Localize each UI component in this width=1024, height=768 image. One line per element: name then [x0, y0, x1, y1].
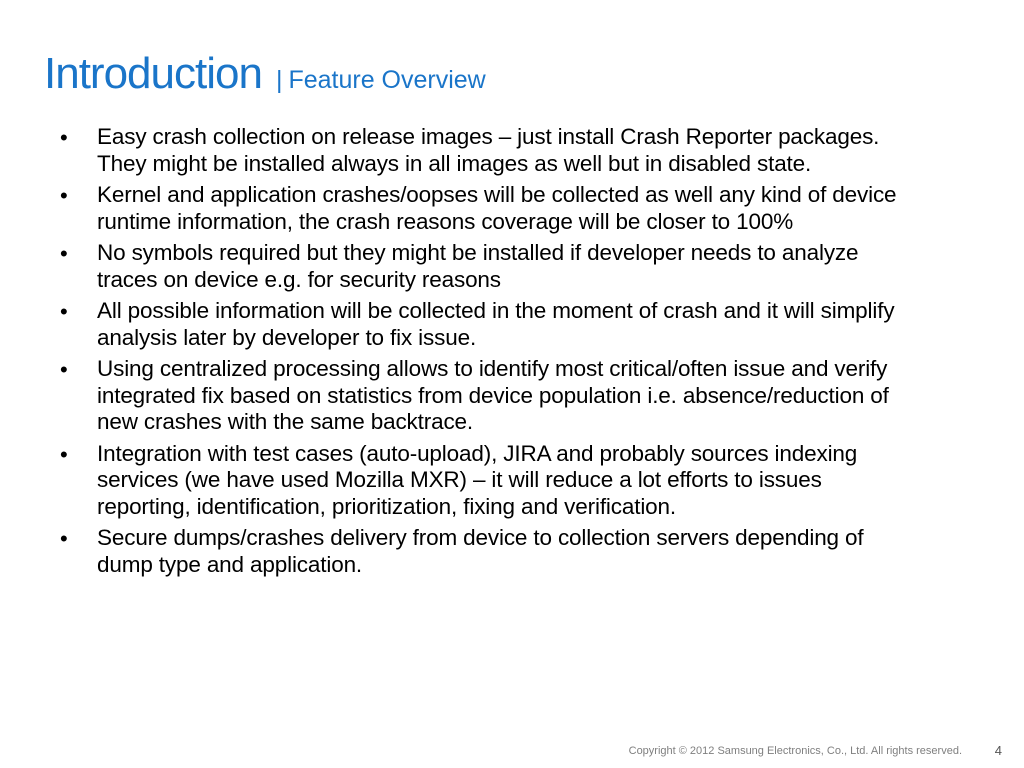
footer-copyright: Copyright © 2012 Samsung Electronics, Co., Ltd. All rights reserved. — [628, 745, 962, 757]
bullet-dot: • — [60, 183, 68, 208]
bullet-item — [60, 124, 920, 177]
bullet-text: Integration with test cases (auto-upload), JIRA and probably sources indexing services (we have used Mozilla MXR) – it will reduce a lot efforts to issues reporting, identification, prioritization, fixing and verification. — [97, 440, 858, 519]
bullet-text: Secure dumps/crashes delivery from device to collection servers depending of dump type and application. — [97, 525, 864, 577]
bullet-item — [60, 525, 920, 578]
bullet-text: All possible information will be collected in the moment of crash and it will simplify analysis later by developer to fix issue. — [97, 298, 895, 350]
title-separator: | — [275, 66, 283, 94]
slide-subtitle: Feature Overview — [288, 66, 486, 94]
bullet-item — [60, 441, 920, 521]
bullet-item — [60, 182, 920, 235]
bullet-text: Kernel and application crashes/oopses will be collected as well any kind of device runtime information, the crash reasons coverage will be closer to 100% — [97, 182, 897, 234]
bullet-list — [60, 124, 920, 583]
slide-title: Introduction — [44, 49, 262, 98]
slide-title-row — [44, 49, 486, 98]
page-number: 4 — [994, 743, 1002, 758]
bullet-text: Easy crash collection on release images – just install Crash Reporter packages. They might be installed always in all images as well but in disabled state. — [97, 124, 880, 176]
bullet-dot: • — [60, 241, 68, 266]
bullet-dot: • — [60, 526, 68, 551]
bullet-dot: • — [60, 125, 68, 150]
bullet-text: Using centralized processing allows to identify most critical/often issue and verify integrated fix based on statistics from device population i.e. absence/reduction of new crashes with the same backtrace. — [97, 356, 889, 434]
bullet-dot: • — [60, 357, 68, 382]
bullet-text: No symbols required but they might be installed if developer needs to analyze traces on device e.g. for security reasons — [97, 240, 859, 292]
bullet-item — [60, 240, 920, 293]
bullet-dot: • — [60, 441, 68, 467]
bullet-dot: • — [60, 299, 68, 324]
bullet-item — [60, 298, 920, 351]
bullet-item — [60, 356, 920, 436]
